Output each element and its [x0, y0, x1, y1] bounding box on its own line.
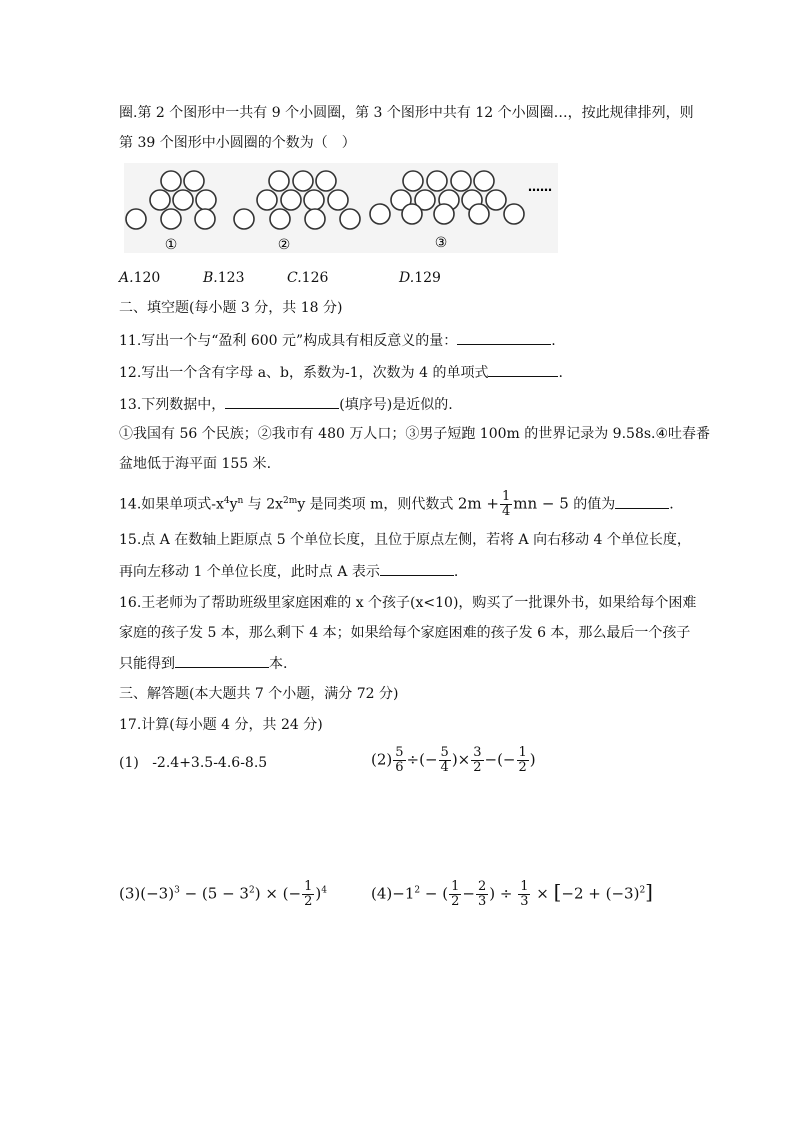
q14-text-3: 与 2x: [243, 496, 284, 513]
q17-part1-label: (1): [119, 755, 139, 771]
q13-answer-blank[interactable]: [225, 394, 339, 409]
q16-line2: 家庭的孩子发 5 本，那么剩下 4 本；如果给每个家庭困难的孩子发 6 本，那么最后一个孩子: [119, 625, 691, 641]
q12-text: 12.写出一个含有字母 a、b，系数为-1，次数为 4 的单项式: [119, 365, 489, 381]
q15-answer-blank[interactable]: [380, 561, 454, 576]
q17-part4: $(4)-1^2$ − ( $\frac{1}{2}$ − $\frac{2}{3}$ ) ÷ $\frac{1}{3}$ × $[-2 + (-3)^2]$: [371, 879, 653, 909]
q14-fraction: $\frac{1}{4}$: [501, 489, 511, 519]
q10-text-line1: 圈.第 2 个图形中一共有 9 个小圆圈，第 3 个图形中共有 12 个小圆圈…，按此规律排列，则: [119, 105, 694, 121]
option-a-letter: A.: [119, 270, 134, 286]
q16-answer-blank[interactable]: [175, 653, 269, 668]
section2-title: 二、填空题(每小题 3 分，共 18 分): [119, 300, 343, 316]
q17-part2-label: (2): [371, 750, 393, 769]
q13-detail-line2: 盆地低于海平面 155 米.: [119, 456, 272, 472]
q14-expr-b: mn − 5: [513, 494, 569, 513]
q13: [119, 394, 453, 415]
q16-text: 只能得到: [119, 656, 175, 672]
q17-part3: $(3)(-3)^3 - (5 - 3^2)$ × (− $\frac{1}{2}$ )$^4$: [119, 879, 327, 909]
q16-line1: 16.王老师为了帮助班级里家庭困难的 x 个孩子(x<10)，购买了一批课外书，如果给每个困难: [119, 595, 697, 611]
q14-text-4: y 是同类项 m，则代数式: [297, 496, 458, 513]
q17-part1-expr: -2.4+3.5-4.6-8.5: [152, 755, 268, 771]
q11-answer-blank[interactable]: [457, 330, 551, 345]
option-d-value: 129: [414, 270, 441, 286]
q11-end: .: [551, 333, 556, 349]
q14-sup-2: n: [237, 495, 244, 506]
q14-expr-a: 2m +: [457, 494, 499, 513]
q13-suffix: (填序号)是近似的.: [339, 397, 453, 413]
option-d-letter: D.: [399, 270, 415, 286]
q14-answer-blank[interactable]: [615, 494, 669, 509]
q15-end: .: [453, 564, 459, 580]
option-c-letter: C.: [287, 270, 302, 286]
option-a-value: 120: [133, 270, 161, 286]
q13-detail-line1: ①我国有 56 个民族；②我市有 480 万人口；③男子短跑 100m 的世界记录为 9.58s.④吐春番: [119, 426, 711, 442]
q17-title: 17.计算(每小题 4 分，共 24 分): [119, 717, 323, 733]
q14-text-5: 的值为: [568, 496, 616, 513]
section3-title: 三、解答题(本大题共 7 个小题，满分 72 分): [119, 686, 399, 702]
q10-text-line2: 第 39 个图形中小圆圈的个数为（ ）: [119, 135, 356, 151]
q17-part1: [119, 753, 267, 773]
q12-answer-blank[interactable]: [488, 362, 558, 377]
q16-end: 本.: [269, 656, 288, 672]
q17-part4-label: (4): [371, 884, 393, 903]
q14-text-1: 14.如果单项式-x: [119, 496, 224, 513]
ellipsis: ……: [528, 180, 552, 194]
q14-sup-3: 2m: [283, 495, 298, 506]
q12-end: .: [558, 365, 563, 381]
figure-label-3: ③: [434, 235, 448, 251]
figure-label-1: ①: [164, 237, 178, 253]
q15-line1: 15.点 A 在数轴上距原点 5 个单位长度，且位于原点左侧，若将 A 向右移动 4 个单位长度，: [119, 532, 691, 548]
q14: [119, 490, 674, 519]
q12: [119, 362, 563, 383]
q15-text: 再向左移动 1 个单位长度，此时点 A 表示: [119, 564, 380, 580]
q15-line2: [119, 561, 458, 582]
q17-part2: (2) $\frac{5}{6}$ ÷(− $\frac{5}{4}$ )× $\frac{3}{2}$ −(− $\frac{1}{2}$ ): [371, 745, 536, 775]
q17-part3-label: (3): [119, 884, 141, 903]
q10-options: [119, 268, 441, 288]
q11: [119, 330, 556, 351]
option-b-value: 123: [217, 270, 245, 286]
option-b-letter: B.: [203, 270, 218, 286]
option-c-value: 126: [301, 270, 329, 286]
q14-text-2: y: [229, 496, 238, 513]
figure-label-2: ②: [277, 237, 291, 253]
q14-end: .: [669, 496, 674, 513]
circle-pattern-figure: [124, 163, 558, 253]
q14-sup-1: 4: [223, 495, 230, 506]
q16-line3: [119, 653, 287, 674]
q13-prefix: 13.下列数据中，: [119, 397, 226, 413]
q11-text: 11.写出一个与“盈利 600 元”构成具有相反意义的量：: [119, 333, 458, 349]
